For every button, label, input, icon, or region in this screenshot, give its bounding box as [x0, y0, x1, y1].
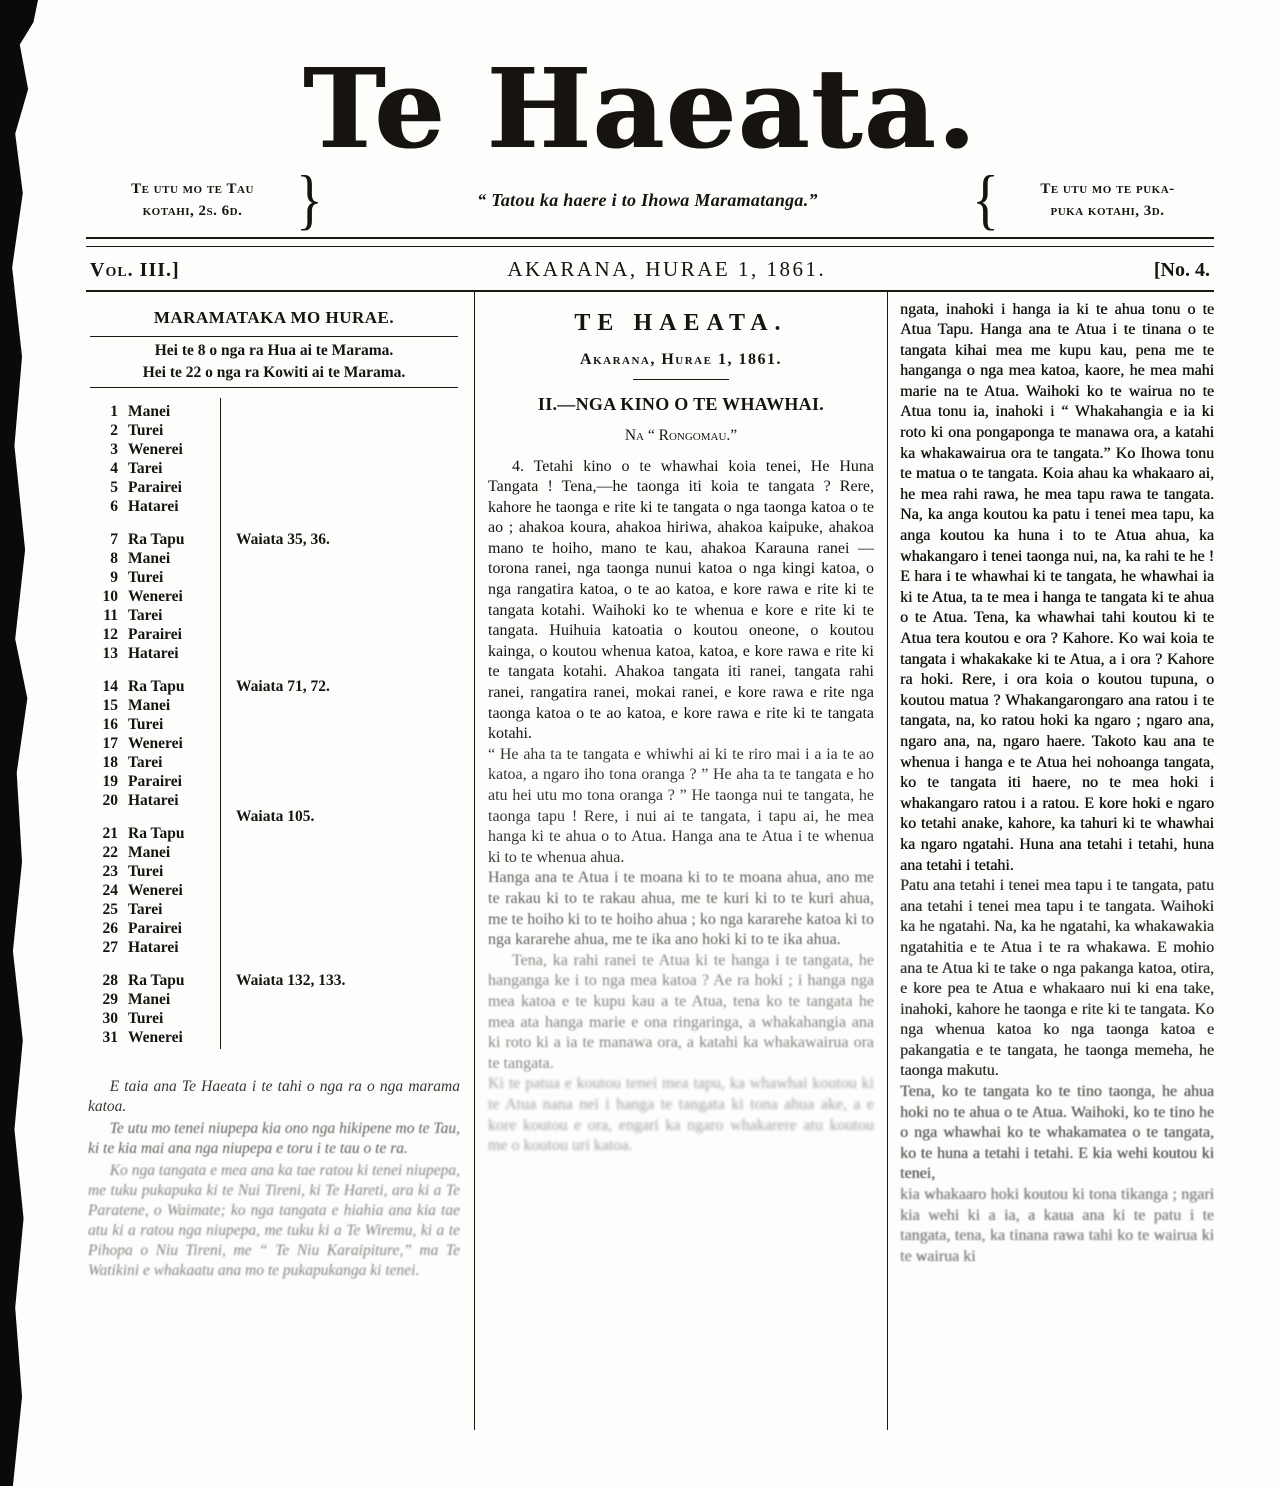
calendar-day-number: 23: [102, 862, 118, 880]
calendar-day-name: Parairei: [128, 772, 182, 790]
calendar-day-number: 9: [110, 568, 118, 586]
calendar-day-number: 17: [102, 734, 118, 752]
paragraph-text: “ He aha ta te tangata e whiwhi ai ki te riro mai i a ia te ao katoa, a ngaro iho tona oranga ? ” He aha ta te tangata e ho atu hei utu mo tona oranga ? ” He taonga nui te tangata, he taonga tapu ! Rere, i nui ai te tangata, i tapu ai, he mea hanga ki te ahua o to Atua. Hanga ana te Atua i te whenua ki to te whenua ahua.: [488, 745, 874, 866]
calendar-day-number: 21: [102, 824, 118, 842]
calendar-row: [88, 753, 460, 772]
calendar-waiata-note: [220, 772, 236, 791]
calendar-day-name: Manei: [128, 696, 171, 714]
calendar-day-name: Wenerei: [128, 881, 183, 899]
notice-paragraph: [88, 1077, 460, 1117]
calendar-day-name: Wenerei: [128, 1028, 183, 1046]
calendar-day-number: 3: [110, 440, 118, 458]
calendar-day-number: 27: [102, 938, 118, 956]
calendar-row: [88, 402, 460, 421]
calendar-row: [88, 568, 460, 587]
article-paragraph: [488, 457, 874, 745]
calendar-day-number: 4: [110, 459, 118, 477]
calendar-day-name: Hatarei: [128, 644, 179, 662]
article-byline: Na “ Rongomau.”: [624, 426, 738, 444]
calendar-day-number: [88, 663, 128, 677]
calendar-waiata-note: [220, 625, 236, 644]
subscription-price-right: [1005, 178, 1210, 223]
article-paragraph: [488, 1074, 874, 1156]
calendar-waiata-note: [220, 957, 236, 971]
calendar-row: [88, 516, 460, 530]
paragraph-text: 4. Tetahi kino o te whawhai koia tenei, He Huna Tangata ! Tena,—he taonga iti koia te tangata ? Rere, kahore he taonga e rite ki te tangata o nga taonga katoa o te ao ; ahakoa koura, ahakoa hiriwa, ahakoa kaipuke, ahakoa mano te hoiho, mano te kau, ahakoa Karauna ranei —torona ranei, nga taonga nunui katoa o nga kingi katoa, o nga rangatira katoa, o te ao katoa, e kore rawa e rite ki te tangata kotahi. Waihoki ko te whenua e kore e rite ki te tangata. Huihuia katoatia o koutou oneone, o koutou kainga, o koutou whenua katoa, katoa, e kore rawa e rite ki te tangata kotahi. Ahakoa tangata iti ranei, tangata rahi ranei, rangatira ranei, mokai ranei, e kore rawa e rite nga taonga katoa o te ao katoa, e kore rawa e rite ki te tangata kotahi.: [488, 457, 874, 743]
calendar-row: [88, 549, 460, 568]
calendar-row: [88, 696, 460, 715]
calendar-day-name: Tarei: [128, 900, 163, 918]
calendar-day-name: Tarei: [128, 459, 163, 477]
calendar-day-name: Ra Tapu: [128, 971, 185, 989]
notice-text: E taia ana Te Haeata i te tahi o nga ra o nga marama katoa.: [88, 1077, 460, 1115]
calendar-day-name: Hatarei: [128, 791, 179, 809]
calendar-row: [88, 715, 460, 734]
calendar-day-number: 25: [102, 900, 118, 918]
calendar-day-number: 6: [110, 497, 118, 515]
calendar-day-number: 20: [102, 791, 118, 809]
column-dateline: Akarana, Hurae 1, 1861.: [580, 350, 782, 368]
price-right-line2: puka kotahi, 3d.: [1050, 203, 1165, 219]
motto: “ Tatou ka haere i to Ihowa Maramatanga.”: [477, 189, 818, 210]
article-paragraph: [900, 876, 1214, 1082]
calendar-waiata-note: [220, 990, 236, 1009]
paragraph-text: ngata, inahoki i hanga ia ki te ahua tonu o te Atua Tapu. Hanga ana te Atua i te tinana o te tangata kihai mea me kupu kau, pena me te hanganga o nga mea katoa, kaore, he mea mahi marie na te Atua. Waihoki ko te wairua no te Atua tonu ia, inahoki i “ Whakahangia e ia ki roto ki ona pongaponga te manawa ora, a katahi ka whakawairua ora te tangata.” Ko Ihowa tonu te matua o te tangata. Koia ahau ka whakaaro ai, he mea rahi rawa, he mea tapu rawa te tangata. Na, ka anga koutou ka patu i tenei mea tapu, ka anga koutou ka huna i to te Atua ahua, ka whakangaro i tenei taonga nui, na, ka rahi te he ! E hara i te whawhai ki te tangata, he whawhai ia ki te Atua, ta te mea i hanga te tangata ki te ahua o te Atua. Tena, ka whawhai tahi koutou ki te Atua tera koutou e ora ? Kahore. Ko wai koia te tangata i whakakake ki te Atua, a i ora ? Kahore ra hoki. Rere, i ora koia o koutou tupuna, o koutou matua ? Whakangarongaro ana ratou i te tangata, na, ko ratou hoki ka ngaro ; ngaro ana, ngaro ana, na, ngaro haere. Takoto kau ana te whenua i hanga e te Atua hei nohoanga tangata, ko te tangata iti haere, no te mea hoki i whakangaro ratou i a ratou. E kore hoki e ngaro ko tetahi anake, kahore, ka tahuri ki te whawhai ka ngaro ngatahi. Huna ana tetahi i tetahi, huna ana tetahi i tetahi.: [900, 300, 1214, 874]
calendar-day-number: 30: [102, 1009, 118, 1027]
calendar-row: [88, 497, 460, 516]
calendar-row: [88, 772, 460, 791]
calendar-day-number: 19: [102, 772, 118, 790]
calendar-day-name: [128, 810, 220, 824]
calendar-row: [88, 459, 460, 478]
calendar-day-name: Wenerei: [128, 440, 183, 458]
paragraph-text: Ki te patua e koutou tenei mea tapu, ka whawhai koutou ki te Atua nana nei i hanga te tangata ki tona ahua ake, a e kore koutou e ora, engari ka ngaro whakarere atu koutou me o koutou uri katoa.: [488, 1075, 874, 1155]
calendar-day-name: Hatarei: [128, 497, 179, 515]
subhead-row: [95, 162, 1210, 237]
calendar-row: [88, 663, 460, 677]
calendar-day-number: 13: [102, 644, 118, 662]
masthead: [0, 0, 1280, 178]
calendar-waiata-note: [220, 644, 236, 663]
calendar-day-number: 5: [110, 478, 118, 496]
calendar-waiata-note: [220, 753, 236, 772]
article-paragraph: [900, 300, 1214, 877]
calendar-day-number: 8: [110, 549, 118, 567]
calendar-row: [88, 862, 460, 881]
price-left-line2: kotahi, 2s. 6d.: [142, 203, 243, 219]
calendar-heading: MARAMATAKA MO HURAE.: [153, 307, 395, 327]
calendar-day-name: Parairei: [128, 625, 182, 643]
calendar-row: [88, 644, 460, 663]
notice-paragraph: [88, 1161, 460, 1281]
article-paragraph: [488, 745, 874, 869]
calendar-row: [88, 938, 460, 957]
calendar-day-name: Manei: [128, 843, 171, 861]
moon-phase-line: Hei te 8 o nga ra Hua ai te Marama.: [154, 341, 394, 359]
calendar-day-name: Manei: [128, 402, 171, 420]
calendar-day-name: Turei: [128, 1009, 164, 1027]
calendar-row: [88, 587, 460, 606]
notice-paragraph: [88, 1119, 460, 1159]
brace-left-glyph: }: [296, 162, 323, 237]
calendar-row: [88, 1028, 460, 1047]
paper-title: Te Haeata.: [302, 44, 978, 173]
calendar-row: [88, 807, 460, 825]
calendar-day-name: Hatarei: [128, 938, 179, 956]
calendar-waiata-note: [220, 900, 236, 919]
article-paragraph: [488, 868, 874, 950]
publication-notices: [88, 1077, 460, 1281]
scan-spine-artifact: [0, 0, 38, 1486]
article-paragraph: [900, 1082, 1214, 1185]
price-right-line1: Te utu mo te puka-: [1040, 180, 1175, 197]
volume-label: Vol. III.]: [90, 258, 180, 281]
calendar-row: [88, 421, 460, 440]
calendar-row: [88, 478, 460, 497]
paragraph-text: Hanga ana te Atua i te moana ki to te moana ahua, ano me te rakau ki to te rakau ahua, me te kuri ki to te kuri ahua, me te hoiho ki to te hoiho ahua ; ko nga kararehe katoa ki to nga kararehe ahua, me te ika ano hoki ki to te ika ahua.: [488, 869, 874, 949]
calendar-day-number: [88, 810, 128, 824]
calendar-day-number: 14: [102, 677, 118, 695]
paragraph-text: kia whakaaro hoki koutou ki tona tikanga ; ngari kia wehi ki a ia, a kaua ana ki te patu i te tangata, tena, ka tinana rawa tahi ko te wairua ki te wairua ki: [900, 1186, 1214, 1265]
article-body: [488, 457, 874, 1157]
calendar-day-number: 10: [102, 587, 118, 605]
calendar-day-name: Tarei: [128, 606, 163, 624]
calendar-table: [88, 402, 460, 1047]
calendar-day-number: 18: [102, 753, 118, 771]
calendar-row: [88, 677, 460, 696]
calendar-day-number: 15: [102, 696, 118, 714]
paragraph-text: Tena, ka rahi ranei te Atua ki te hanga i te tangata, he hanganga ke i to nga mea katoa ? Ae ra hoki ; i hanga nga mea katoa e te kupu kau a te Atua, tena ko te tangata he mea ata hanga marie e ona ringaringa, a whakahangia ana ki roto ki a ia te manawa ora, a katahi ka whakawairua ora te tangata.: [488, 951, 874, 1072]
calendar-row: [88, 900, 460, 919]
calendar-waiata-note: [220, 919, 236, 938]
calendar-waiata-note: [220, 568, 236, 587]
calendar-day-number: 28: [102, 971, 118, 989]
calendar-day-name: Turei: [128, 421, 164, 439]
calendar-row: [88, 791, 460, 810]
moon-phase-line: Hei te 22 o nga ra Kowiti ai te Marama.: [142, 363, 406, 381]
calendar-day-number: 31: [102, 1028, 118, 1046]
calendar-row: [88, 919, 460, 938]
calendar-row: [88, 843, 460, 862]
calendar-waiata-note: Waiata 105.: [236, 807, 315, 825]
calendar-day-name: Ra Tapu: [128, 530, 185, 548]
article-paragraph: [488, 951, 874, 1075]
calendar-column-divider: [220, 398, 221, 1049]
calendar-waiata-note: Waiata 35, 36.: [236, 530, 330, 548]
calendar-row: [88, 1009, 460, 1028]
article-heading: II.—NGA KINO O TE WHAWHAI.: [537, 393, 825, 414]
brace-right-glyph: {: [972, 162, 999, 237]
calendar-waiata-note: [220, 587, 236, 606]
calendar-day-number: 24: [102, 881, 118, 899]
calendar-day-name: Turei: [128, 568, 164, 586]
paragraph-text: Tena, ko te tangata ko te tino taonga, he ahua hoki no te ahua o te Atua. Waihoki, ko te tino he o nga whawhai ko te whakamatea o te tangata, ko te huna a tetahi i tetahi. E kia wehi koutou ki tenei,: [900, 1083, 1214, 1183]
column-rule: [90, 336, 458, 337]
column-rule: [90, 387, 458, 388]
calendar-day-name: Ra Tapu: [128, 824, 185, 842]
notice-text: Te utu mo tenei niupepa kia ono nga hikipene mo te Tau, ki te kia mai ana nga niupepa e toru i te tau o te ra.: [88, 1119, 460, 1157]
calendar-row: [88, 990, 460, 1009]
calendar-day-number: 11: [103, 606, 118, 624]
calendar-day-name: Parairei: [128, 478, 182, 496]
calendar-row: [88, 881, 460, 900]
left-column: [86, 292, 474, 1430]
calendar-day-number: 16: [102, 715, 118, 733]
calendar-row: [88, 824, 460, 843]
calendar-row: [88, 734, 460, 753]
calendar-waiata-note: [220, 824, 236, 843]
calendar-waiata-note: [220, 606, 236, 625]
calendar-waiata-note: [220, 497, 236, 516]
article-body-continued: [900, 300, 1214, 1268]
calendar-day-name: Manei: [128, 990, 171, 1008]
paragraph-text: Patu ana tetahi i tenei mea tapu i te tangata, patu ana tetahi i tenei mea tapu i te tangata. Waihoki ka he ngatahi. Na, ka he ngatahi, ka whakawakia ngatahitia e te Atua i te ra whakawa. E mohio ana te Atua ki te take o nga pakanga katoa, otira, e kore pea te Atua e whakaaro nui ki ena take, inahoki, kahore he taonga e rite ki te tangata. Ko nga whenua katoa ko nga taonga katoa e pakangatia e te tangata, he taonga memeha, he taonga makutu.: [900, 877, 1214, 1080]
calendar-day-name: Parairei: [128, 919, 182, 937]
price-left-line1: Te utu mo te Tau: [131, 180, 254, 197]
calendar-day-name: [128, 663, 220, 677]
subscription-price-left: [95, 178, 290, 223]
calendar-waiata-note: [220, 843, 236, 862]
calendar-waiata-note: [220, 938, 236, 957]
double-rule: [86, 237, 1214, 247]
calendar-day-number: 2: [110, 421, 118, 439]
calendar-day-number: 29: [102, 990, 118, 1008]
calendar-waiata-note: [220, 549, 236, 568]
calendar-day-name: Turei: [128, 862, 164, 880]
calendar-waiata-note: [220, 1028, 236, 1047]
calendar-waiata-note: [220, 734, 236, 753]
calendar-day-number: [88, 957, 128, 971]
calendar-rows: [88, 402, 460, 1047]
calendar-row: [88, 440, 460, 459]
calendar-waiata-note: Waiata 71, 72.: [236, 677, 330, 695]
article-paragraph: [900, 1185, 1214, 1267]
dateline-row: [86, 247, 1214, 290]
calendar-day-name: Turei: [128, 715, 164, 733]
calendar-waiata-note: [220, 478, 236, 497]
column-masthead: TE HAEATA.: [574, 309, 788, 336]
calendar-day-number: 22: [102, 843, 118, 861]
issue-dateline: AKARANA, HURAE 1, 1861.: [507, 256, 827, 281]
calendar-day-number: 7: [110, 530, 118, 548]
calendar-waiata-note: [220, 663, 236, 677]
calendar-day-name: Manei: [128, 549, 171, 567]
center-column: [474, 292, 888, 1430]
calendar-day-number: 1: [110, 402, 118, 420]
calendar-waiata-note: [220, 402, 236, 421]
calendar-day-name: [128, 957, 220, 971]
calendar-day-name: Wenerei: [128, 734, 183, 752]
calendar-day-number: [88, 516, 128, 530]
calendar-row: [88, 606, 460, 625]
issue-number: [No. 4.: [1153, 258, 1210, 281]
calendar-waiata-note: [220, 791, 236, 810]
right-column: [888, 292, 1214, 1430]
calendar-waiata-note: [220, 862, 236, 881]
short-rule: [633, 379, 729, 380]
calendar-waiata-note: [220, 696, 236, 715]
calendar-waiata-note: [220, 516, 236, 530]
calendar-day-name: Wenerei: [128, 587, 183, 605]
calendar-waiata-note: [220, 421, 236, 440]
calendar-day-number: 26: [102, 919, 118, 937]
calendar-day-name: Ra Tapu: [128, 677, 185, 695]
calendar-day-name: Tarei: [128, 753, 163, 771]
calendar-day-name: [128, 516, 220, 530]
calendar-waiata-note: Waiata 132, 133.: [236, 971, 346, 989]
calendar-row: [88, 957, 460, 971]
calendar-waiata-note: [220, 881, 236, 900]
notice-text: Ko nga tangata e mea ana ka tae ratou ki tenei niupepa, me tuku pukapuka ki te Nui Tireni, ki Te Hareti, ara ki a Te Paratene, o Waimate; ko nga tangata e hiahia ana kia tae atu ki a ratou nga niupepa, me tuku ki a Te Wiremu, ki a te Pihopa o Niu Tireni, me “ Te Niu Karaipiture,” ma Te Watikini e whakaatu ana mo te pukapukanga ki tenei.: [88, 1161, 460, 1279]
calendar-row: [88, 625, 460, 644]
calendar-waiata-note: [220, 1009, 236, 1028]
calendar-waiata-note: [220, 715, 236, 734]
calendar-row: [88, 971, 460, 990]
calendar-row: [88, 530, 460, 549]
page-columns: [86, 292, 1214, 1430]
calendar-day-number: 12: [102, 625, 118, 643]
calendar-waiata-note: [220, 459, 236, 478]
calendar-waiata-note: [220, 440, 236, 459]
